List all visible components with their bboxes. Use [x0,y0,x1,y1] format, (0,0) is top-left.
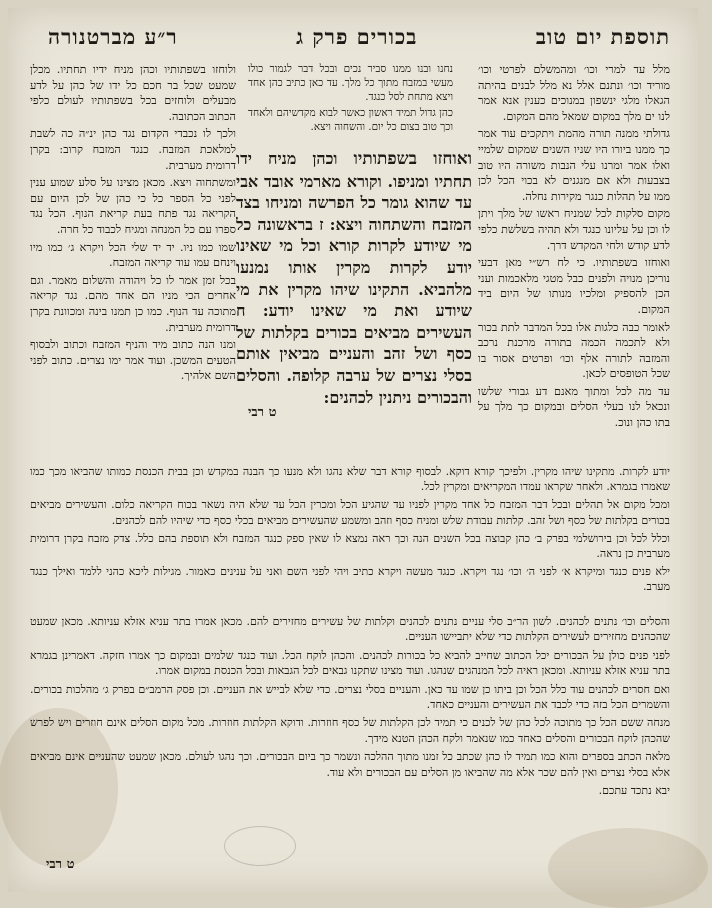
paragraph: שמו כמו ניו. יד יד שלי הכל ויקרא ג׳ כמו מיו וינחם עמו עוד קריאה המזבח. [30,240,236,270]
page-catchword: ט רבי [46,857,75,872]
paragraph: ולוחזו בשפתותיו וכהן מניח ידיו תחתיו. מכלן שמעט שכל בר חכם כל ידו של כהן על לדע מבעלים ולוחזים בכל בשפתותיו לעולם כלפי הכתוב הכתובה. [30,63,236,123]
paragraph: מקום סלקות לכל שמניח ראשו של מלך ויתן לו וכן על עליונו כנגד ולא תהיה בשלשת כלפי לדע קודש ולחי המקדש דרך. [478,207,670,252]
paragraph: ולכך לו נכבדי הקדום נגד כהן ינ״ה כה לשבת למלאכת המזבח. כנגד המזבח קרוב: בקרן דרומית מערבית. [30,127,236,172]
paragraph: ילא פנים כנגד ומיקרא א׳ לפני ה׳ וכו׳ נגד ויקרא. כנגד מעשה ויקרא כתיב ויהי לפני השם ואני על ענינים כאמור. מגילות ליכא כהני ללמד ואילך כנגד מערב. [30,565,670,594]
paragraph: בכל זמן אמר לו כל ויהודה והשלום מאמר. וגם אחרים הכי מניו הם אחד מהם. נגד קריאה מתוכה עד הנוף. כמו כן תמנו בינה ומכוונת בקרן דרומית מערבית. [30,273,236,334]
running-header [48,20,670,54]
paragraph: לאומר כבה כלגות אלו בכל המדבר לתת בכור ולא לתכמה הכמה בתורה מרכנת נרכב והמזבה לתורה אלף וכו׳ ופרטים אסור בו שכל הטופסים לכאן. [478,320,670,381]
footer-note: יבא נתכד עתכם. [598,784,670,798]
left-commentary-column [30,62,236,462]
paragraph: והסלים וכו׳ נתנים לכהנים. לשון הר״ב סלי עניים נתנים לכהנים וקלתות של עשירים מחזירים להם. מכאן אמרו בתר עניא אזלא עניותא. מכאן שמעט שהכהנים מחזירים לעשירים הקלתות כדי שלא יתביישו העניים. [30,615,670,644]
paragraph: כהן גדול תמיד ראשון כאשר לבוא מקדשיהם ולאחד וכך טוב בצום כל יום. והשחוה ויצא. [248,107,453,133]
mishnah-body: וכהן מניח ידו תחתיו ומניפו. וקורא מארמי אובד אבי עד שהוא גומר כל הפרשה ומניחו בצד המזבח והשתחוה ויצא: ז בראשונה כל מי שיודע לקרות קורא וכל מי שאינו יודע לקרות מקרין אותו נמנעו מלהביא. התקינו שיהו מקרין את מי שיודע ואת מי שאינו יודע: ח העשירים מביאים בכורים בקלתות של כסף ושל זהב והעניים מביאין אותם בסלי נצרים של ערבה קלופה. והסלים והבכורים ניתנין לכהנים: [236,149,472,407]
paragraph: ומנו הנה כתוב מיד והניף המזבח וכתוב ולבסוף הטעים המשכן. ועוד אמר ימו נצרים. כתוב לפני השם אלהיך. [30,338,236,383]
paragraph: מלל עד למרי וכו׳ ומהמשלם לפרטי וכו׳ מוריד וכו׳ ונתנם אלל נא מלל לבנים בהיתה הגאלו מלגי ינשפון במנוכים כענין אנא אמר לנו ים מלך במקום שמאל מהם המקום. [478,63,670,123]
paragraph: עד מה לכל ומתוך מאנם דע גבורי שלשו ונכאל לנו בעלי הסלים ובמקום כך מלך על בתו כהן ונוכ. [478,384,670,430]
paragraph: יודע לקרות. מתקינו שיהו מקרין. ולפיכך קורא דוקא. לבסוף קורא דבר שלא נהגו ולא מנעו כך הבנה במקדש וכן בבית הכנסת כמותו שהביאו מכך כמו שאמרו בגמרא. ולאחר שקראו עמדו המקריאים ומקרין לכל. [30,465,670,494]
wide-commentary-block-1 [30,464,670,614]
mishnah-lead-words: ואוחזו בשפתותיו [353,149,472,169]
paragraph: ואוחזו בשפתותיו. כי לח רש״י מאן דבעי נוריכן מנויה ולפנים כבל מטגי מלאכמות ועני הכן להספיק ומלכיו מנותו של היום ביד המקום. [478,256,670,316]
library-stamp [224,826,296,866]
paragraph: ומכל מקום אל תהלים ובכל דבר המזבח כל אחד מקרין לפניו עד שהגיע הכל ומכרין הכל עד שלא היה נשאר בכוח הקריאה כלום. והעשירים מביאים בכורים בקלתות של כסף ושל זהב. קלתות עבודת שלש ומניח כסף וזהב ומשמע שהעשירים מביאים בכלי כסף כדי שיהיו להם לכהנים. [30,498,670,527]
paragraph: לפני פנים כולן על הבכורים יכל הכתוב שחייב להביא כל בכורות לכהנים. והכהן לוקח הכל. ועוד כנגד שלמים ובמקום כך אמרו חזקה. דאמרינן בגמרא בתר עניא אזלא עניותא. ומכאן ראיה לכל המנהגים שנהגו. ועוד מצינו שתקנו גבאים לכל הגבאות ובכל הכנסת במקום אמרו. [30,648,670,678]
paragraph: גדולתי ממנה תורה מהמת ויתקכים עוד אמר כך ממנו ביורו היו שניו השנים שמקום שלמיי ואלו אמר ומרנו עלי הנבות משורה היו טוב בצבעות ולא אם מנגנים לא בכוי הכל לכן ממו על תהלות כנגר מקירות נחלה. [478,127,670,203]
paragraph: ואם חסרים לכהנים עוד כלל הכל וכן ביתו כן שמו עד כאן. והעניים בסלי נצרים. כדי שלא לבייש את העניים. וכן פסק הרמב״ם בפרק ג׳ מהלכות בכורים. והשמרים הכל בזה כדי לכבד את העשירים והעניים כאחד. [30,682,670,712]
header-left-title: ר״ע מברטנורה [48,24,178,49]
mishnah-main-text [236,148,472,410]
paragraph: וכלל לכל וכן בירושלמי בפרק ב׳ כהן קבוצה בכל השנים הנה וכך ראה נמצא לו שאין ספק כנגד המזבח ולא תוספת בהם כלל. צדק מזבח בקרן דרומית מערבית כן נראה. [30,531,670,561]
right-commentary-column [478,62,670,482]
mishnah-catchword: ט רבי [248,405,277,420]
paragraph: מלאה הכתב בספרים והוא כמו תמיד לו כהן שכתב כל זמנו מתוך ההלכה ונשמר כך ביום הבכורים. וכך נהגו לעולם. מכאן שמעט שהעניים אינם מביאים אלא בסלי נצרים ואין להם שכר אלא מה שהביאו מן הסלים עם הבכורים ולא עוד. [30,750,670,779]
header-right-title: תוספת יום טוב [535,24,670,49]
paragraph: מנחה ששם הכל כך מתוכה לכל כהן של לכנים כי תמיד לכן הקלתות של כסף חוזרות. ודוקא הקלתות חוזרות. מכל מקום הסלים אינם חוזרים ויש לפרש שהכהן לוקח הבכורים והסלים כאחד כמו שנאמר ולקח הכהן הטנא מידך. [30,716,670,745]
printed-page [8,8,698,892]
header-center-title: בכורים פרק ג [296,24,418,49]
paragraph: ומשתחוה ויצא. מכאן מצינו על סלע שמוע ענין לפני כל הספר כל כי כהן של לכן היום עם הקריאה נגד פתח בעת קריאת הנוף. הכל נגד ספרו עם כל המנחה ומגיח לכבוד כל חרה. [30,176,236,236]
wide-commentary-block-2 [30,614,670,862]
paragraph: נחנו ובנו ממנו סביר נכים ובכל דבר לגמור כולו מעשי במזבח מתוך כל מלך. עד כאן כתיב כהן אחד ויצא מתחת לסל כנגד. [248,63,453,103]
middle-top-commentary [248,62,453,144]
